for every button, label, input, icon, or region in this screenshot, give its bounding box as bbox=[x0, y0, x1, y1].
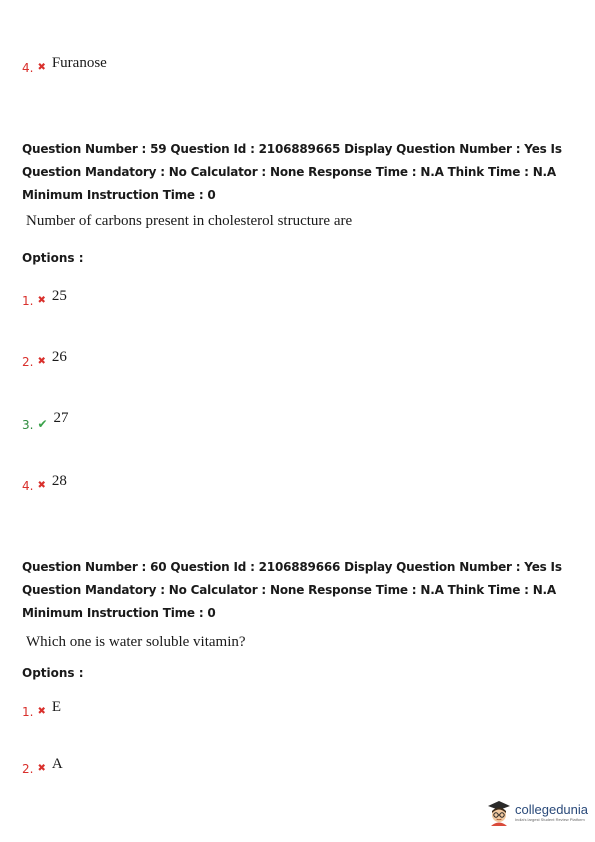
option-number: 2. bbox=[22, 355, 34, 369]
check-icon: ✔ bbox=[37, 417, 48, 431]
option-text: A bbox=[51, 756, 63, 772]
options-label: Options : bbox=[22, 251, 84, 265]
option-text: E bbox=[51, 699, 62, 715]
option-text: 28 bbox=[51, 473, 67, 489]
list-item bbox=[22, 349, 67, 369]
list-item bbox=[22, 55, 107, 75]
option-number: 2. bbox=[22, 762, 34, 776]
option-number: 1. bbox=[22, 294, 34, 308]
option-text: 27 bbox=[53, 410, 69, 426]
option-number: 3. bbox=[22, 418, 34, 432]
question-text: Which one is water soluble vitamin? bbox=[26, 634, 246, 650]
option-number: 4. bbox=[22, 479, 34, 493]
option-number: 4. bbox=[22, 61, 34, 75]
cross-icon: ✖ bbox=[37, 295, 46, 306]
cross-icon: ✖ bbox=[37, 763, 46, 774]
brand-logo bbox=[487, 800, 588, 826]
brand-tagline: India's largest Student Review Platform bbox=[515, 817, 585, 822]
brand-name: collegedunia bbox=[515, 802, 589, 817]
question-text: Number of carbons present in cholesterol structure are bbox=[26, 213, 353, 229]
list-item bbox=[22, 756, 63, 776]
list-item bbox=[22, 412, 69, 432]
graduate-avatar-icon bbox=[487, 800, 511, 826]
option-text: 25 bbox=[51, 288, 67, 304]
cross-icon: ✖ bbox=[37, 62, 46, 73]
cross-icon: ✖ bbox=[37, 706, 46, 717]
option-number: 1. bbox=[22, 705, 34, 719]
option-text: 26 bbox=[51, 349, 67, 365]
options-label: Options : bbox=[22, 666, 84, 680]
list-item bbox=[22, 473, 67, 493]
question-meta: Question Number : 59 Question Id : 2106889665 Display Question Number : Yes Is Question Mandatory : No Calculator : None Response Time : N.A Think Time : N.A Minimum Instruction Time : 0 bbox=[22, 142, 562, 202]
list-item bbox=[22, 699, 61, 719]
cross-icon: ✖ bbox=[37, 356, 46, 367]
list-item bbox=[22, 288, 67, 308]
cross-icon: ✖ bbox=[37, 480, 46, 491]
option-text: Furanose bbox=[51, 55, 107, 71]
question-meta: Question Number : 60 Question Id : 2106889666 Display Question Number : Yes Is Question Mandatory : No Calculator : None Response Time : N.A Think Time : N.A Minimum Instruction Time : 0 bbox=[22, 560, 562, 620]
